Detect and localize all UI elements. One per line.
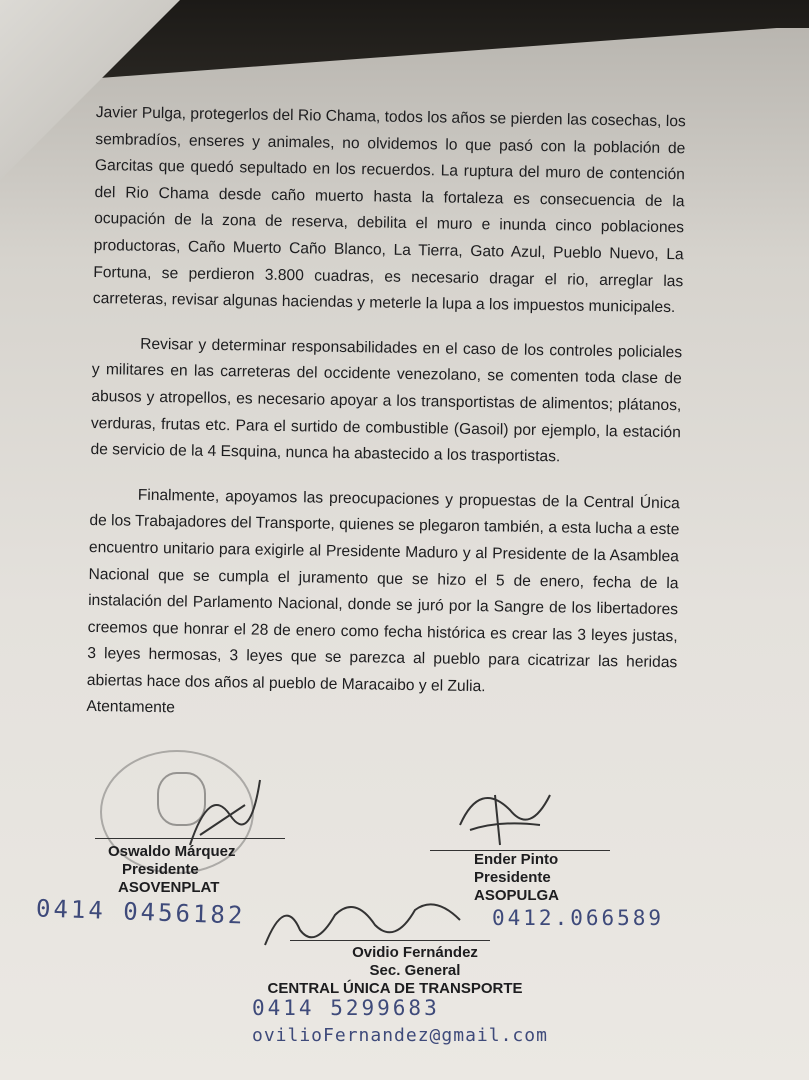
phone-right: 0412.066589 <box>492 906 665 930</box>
signatory-right-name: Ender Pinto <box>474 851 559 868</box>
signatory-center <box>250 944 540 998</box>
signatory-left-role: Presidente <box>122 861 199 878</box>
signatory-right-org: ASOPULGA <box>474 887 560 904</box>
signatory-center-role: Sec. General <box>369 962 461 979</box>
signature-line-left <box>95 838 285 839</box>
signatory-right-role: Presidente <box>474 869 551 886</box>
phone-center: 0414 5299683 <box>252 996 440 1020</box>
email-center: ovilioFernandez@gmail.com <box>252 1025 548 1046</box>
signatory-center-org: CENTRAL ÚNICA DE TRANSPORTE <box>267 980 523 997</box>
paragraph-1: Javier Pulga, protegerlos del Rio Chama, todos los años se pierden las cosechas, los sembradíos, enseres y animales, no olvidemos lo que pasó con la población de Garcitas que quedó sepultado en los recuerdos. La ruptura del muro de contención del Rio Chama desde caño muerto hasta la fortaleza es consecuencia de la ocupación de la zona de reserva, debilita el muro e inunda cinco poblaciones productoras, Caño Muerto Caño Blanco, La Tierra, Gato Azul, Pueblo Nuevo, La Fortuna, se perdieron 3.800 cuadras, es necesario dragar el rio, arreglar las carreteras, revisar algunas haciendas y meterle la lupa a los impuestos municipales. <box>92 103 686 317</box>
signatory-center-name: Ovidio Fernández <box>352 944 478 961</box>
closing: Atentamente <box>86 698 176 717</box>
phone-left: 0414 0456182 <box>35 894 246 930</box>
paragraph-2: Revisar y determinar responsabilidades en el caso de los controles policiales y militares en las carreteras del occidente venezolano, se comenten toda clase de abusos y atropellos, es necesario apoyar a los transportistas de alimentos; plátanos, verduras, frutas etc. Para el surtido de combustible (Gasoil) por ejemplo, la estación de servicio de la 4 Esquina, nunca ha abastecido a los trasportistas. <box>90 335 683 466</box>
signature-line-center <box>290 940 490 941</box>
signatory-left-name: Oswaldo Márquez <box>108 843 236 860</box>
signatory-left-org: ASOVENPLAT <box>118 879 220 896</box>
signatory-left <box>108 843 236 897</box>
signature-right <box>440 775 570 855</box>
letter-body <box>86 100 686 730</box>
signatory-right <box>474 851 559 905</box>
paragraph-3: Finalmente, apoyamos las preocupaciones y propuestas de la Central Única de los Trabajadores del Transporte, quienes se plegaron también, a esta lucha a este encuentro unitario para exigirle al Presidente Maduro y al Presidente de la Asamblea Nacional que se cumpla el juramento que se hizo el 5 de enero, fecha de la instalación del Parlamento Nacional, donde se juró por la Sangre de los libertadores creemos que honrar el 28 de enero como fecha histórica es crear las 3 leyes justas, 3 leyes hermosas, 3 leyes que se parezca al pueblo para cicatrizar las heridas abiertas hace dos años al pueblo de Maracaibo y el Zulia. <box>86 486 680 696</box>
